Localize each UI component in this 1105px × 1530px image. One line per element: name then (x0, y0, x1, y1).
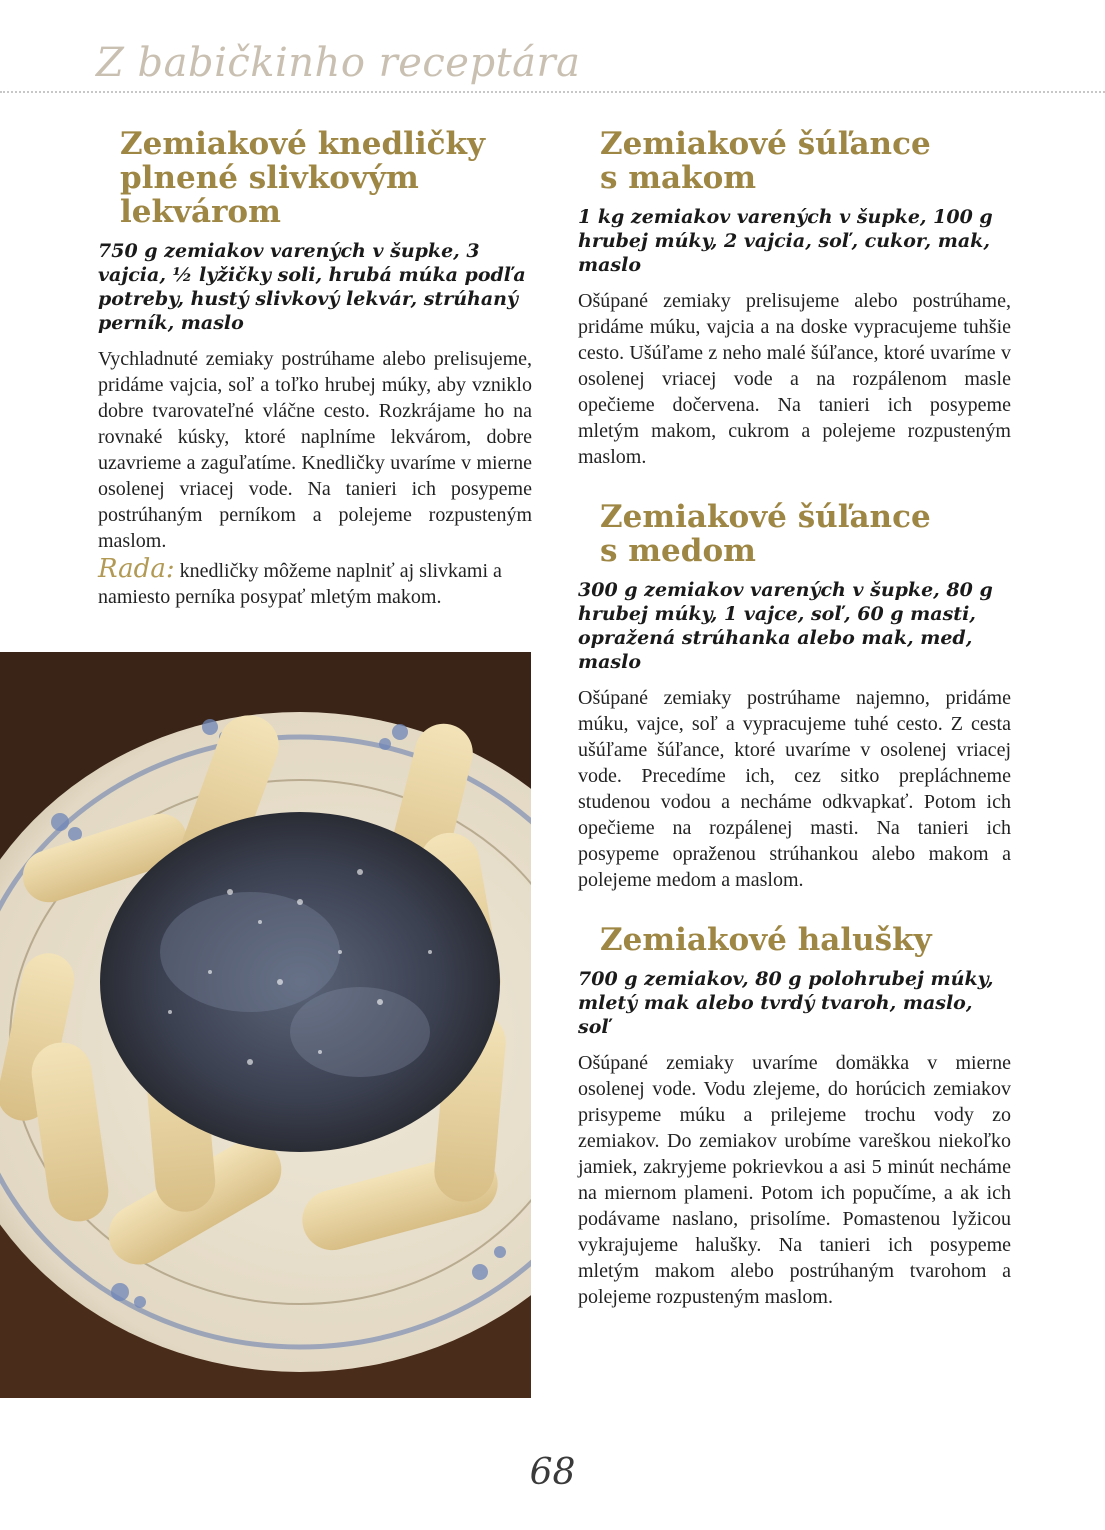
recipe-ingredients: 1 kg zemiakov varených v šupke, 100 g hrubej múky, 2 vajcia, soľ, cukor, mak, maslo (578, 206, 993, 276)
recipe-title-line: Zemiakové halušky (600, 922, 932, 958)
page-number: 68 (529, 1452, 576, 1493)
recipe-method: Ošúpané zemiaky postrúhame najemno, pridáme múku, vajce, soľ a vypracujeme tuhé cesto. Z cesta ušúľame šúľance, ktoré uvaríme v osolenej vriacej vode. Precedíme ich, cez sitko prepláchneme studenou vodou a necháme odkvapkať. Potom ich opečieme na rozpálenej masti. Na tanieri ich posypeme opraženou strúhankou alebo makom a polejeme medom a maslom. (578, 687, 1011, 891)
header-divider (0, 91, 1105, 93)
recipe-sulance-mak (578, 127, 1011, 470)
recipe-title-line: s medom (600, 533, 756, 569)
recipe-halusky (578, 923, 1011, 1310)
recipe-ingredients: 300 g zemiakov varených v šupke, 80 g hrubej múky, 1 vajce, soľ, 60 g masti, opražená strúhanka alebo mak, med, maslo (578, 579, 993, 673)
recipe-title-line: Zemiakové šúľance (600, 126, 931, 162)
left-column (98, 127, 532, 640)
recipe-title-line: Zemiakové šúľance (600, 499, 931, 535)
recipe-tip (98, 556, 532, 610)
recipe-title-line: lekvárom (120, 194, 281, 230)
food-photo (0, 652, 531, 1398)
recipe-method: Vychladnuté zemiaky postrúhame alebo prelisujeme, pridáme vajcia, soľ a toľko hrubej múky, aby vzniklo dobre tvarovateľné vláčne cesto. Rozkrájame ho na rovnaké kúsky, ktoré naplníme lekvárom, dobre uzavrieme a zaguľatíme. Knedličky uvaríme v mierne osolenej vriacej vode. Na tanieri ich posypeme postrúhaným perníkom a polejeme rozpusteným maslom. (98, 348, 532, 552)
recipe-ingredients: 700 g zemiakov, 80 g polohrubej múky, mletý mak alebo tvrdý tvaroh, maslo, soľ (578, 968, 994, 1038)
recipe-ingredients: 750 g zemiakov varených v šupke, 3 vajcia, ½ lyžičky soli, hrubá múka podľa potreby, hustý slivkový lekvár, strúhaný perník, maslo (98, 240, 526, 334)
recipe-title (600, 923, 1011, 957)
recipe-title (600, 500, 1011, 568)
recipe-method: Ošúpané zemiaky prelisujeme alebo postrúhame, pridáme múku, vajcia a na doske vypracujeme tuhšie cesto. Ušúľame z neho malé šúľance, ktoré uvaríme v osolenej vriacej vode a na rozpálenom masle opečieme dočervena. Na tanieri ich posypeme mletým makom, cukrom a polejeme rozpusteným maslom. (578, 290, 1011, 468)
recipe-title (120, 127, 532, 229)
tip-label: Rada: (98, 554, 175, 584)
recipe-sulance-med (578, 500, 1011, 893)
running-head: Z babičkinho receptára (96, 40, 581, 86)
recipe-title-line: s makom (600, 160, 757, 196)
recipe-title-line: Zemiakové knedličky (120, 126, 486, 162)
right-column (578, 127, 1011, 1340)
recipe-title (600, 127, 1011, 195)
tip-text: knedličky môžeme naplniť aj slivkami a namiesto perníka posypať mletým makom. (98, 560, 502, 608)
recipe-method: Ošúpané zemiaky uvaríme domäkka v mierne osolenej vode. Vodu zlejeme, do horúcich zemiakov prisypeme múku a prilejeme trochu vody zo zemiakov. Do zemiakov urobíme vareškou niekoľko jamiek, zakryjeme pokrievkou a asi 5 minút necháme na miernom plameni. Potom ich popučíme, a ak ich podávame naslano, prisolíme. Pomastenou lyžicou vykrajujeme halušky. Na tanieri ich posypeme mletým makom alebo postrúhaným tvarohom a polejeme rozpusteným maslom. (578, 1052, 1011, 1308)
recipe-knedlicky (98, 127, 532, 610)
food-photo-illustration (0, 652, 531, 1398)
recipe-title-line: plnené slivkovým (120, 160, 419, 196)
